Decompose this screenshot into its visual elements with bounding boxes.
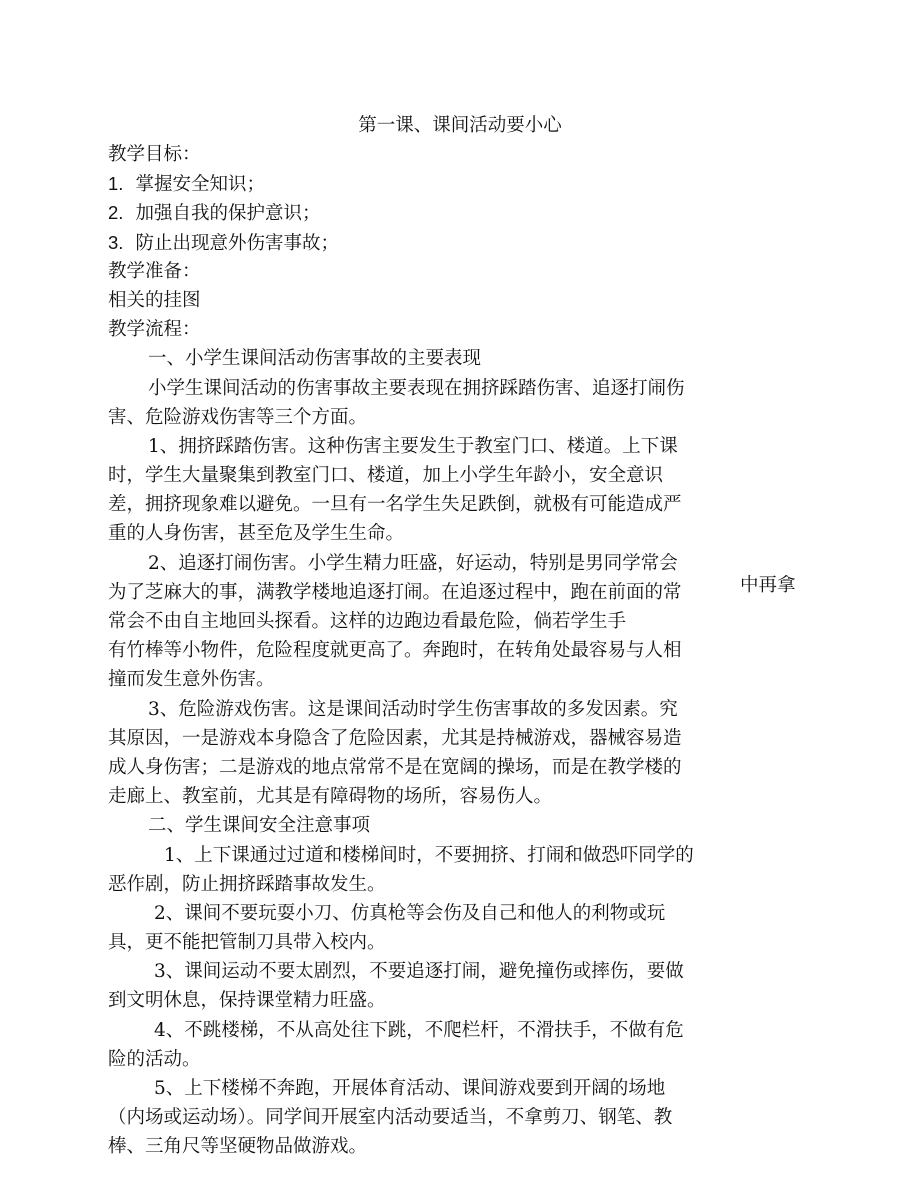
page-title: 第一课、课间活动要小心 [358,115,562,136]
objective-text: 防止出现意外伤害事故； [135,232,339,254]
rule5-line: （内场或运动场）。同学间开展室内活动要适当，不拿剪刀、钢笔、教 [108,1107,673,1129]
flow-heading: 教学流程： [108,319,201,341]
rule4-line: 4、不跳楼梯，不从高处往下跳，不爬栏杆，不滑扶手，不做有危 [154,1019,684,1041]
objective-text: 掌握安全知识； [135,174,265,196]
objective-item [108,169,748,198]
objective-text: 加强自我的保护意识； [135,203,321,225]
rule3-line: 3、课间运动不要太剧烈，不要追逐打闹，避免撞伤或摔伤，要做 [154,961,684,983]
item1-line: 重的人身伤害，甚至危及学生生命。 [108,523,405,545]
section2-heading: 二、学生课间安全注意事项 [148,815,371,837]
item3-line: 其原因，一是游戏本身隐含了危险因素，尤其是持械游戏，器械容易造 [108,727,682,749]
item2-line: 2、追逐打闹伤害。小学生精力旺盛，好运动，特别是男同学常会 [148,552,678,574]
prep-text: 相关的挂图 [108,289,201,311]
document-body [108,140,748,1162]
intro-line: 害、危险游戏伤害等三个方面。 [108,406,368,428]
rule3-line: 到文明休息，保持课堂精力旺盛。 [108,990,386,1012]
item2-line: 为了芝麻大的事，满教学楼地追逐打闹。在追逐过程中，跑在前面的常 [108,581,682,603]
item3-line: 3、危险游戏伤害。这是课间活动时学生伤害事故的多发因素。究 [148,698,678,720]
item2-floating-text: 中再拿 [740,575,796,596]
rule1-line: 恶作剧，防止拥挤踩踏事故发生。 [108,873,386,895]
item1-line: 1、拥挤踩踏伤害。这种伤害主要发生于教室门口、楼道。上下课 [148,435,678,457]
item3-line: 走廊上、教室前，尤其是有障碍物的场所，容易伤人。 [108,786,553,808]
item2-line: 撞而发生意外伤害。 [108,669,275,691]
objective-item [108,198,748,227]
prep-heading: 教学准备： [108,260,201,282]
item3-line: 成人身伤害；二是游戏的地点常常不是在宽阔的操场，而是在教学楼的 [108,756,682,778]
item2-line: 常会不由自主地回头探看。这样的边跑边看最危险，倘若学生手 [108,611,627,632]
objective-item [108,228,748,257]
item2-line: 有竹棒等小物件，危险程度就更高了。奔跑时，在转角处最容易与人相 [108,640,682,662]
rule4-line: 险的活动。 [108,1048,201,1070]
rule1-line: 1、上下课通过过道和楼梯间时，不要拥挤、打闹和做恐吓同学的 [164,844,694,866]
objective-number: 1. [108,173,124,195]
objective-number: 2. [108,202,124,224]
rule2-line: 具，更不能把管制刀具带入校内。 [108,932,386,954]
objective-number: 3. [108,231,124,253]
intro-line: 小学生课间活动的伤害事故主要表现在拥挤踩踏伤害、追逐打闹伤 [148,377,685,399]
section1-heading: 一、小学生课间活动伤害事故的主要表现 [148,348,482,370]
rule2-line: 2、课间不要玩耍小刀、仿真枪等会伤及自己和他人的利物或玩 [154,902,666,924]
rule5-line: 棒、三角尺等坚硬物品做游戏。 [108,1136,368,1158]
rule5-line: 5、上下楼梯不奔跑，开展体育活动、课间游戏要到开阔的场地 [154,1078,666,1099]
item1-line: 时，学生大量聚集到教室门口、楼道，加上小学生年龄小，安全意识 [108,465,664,487]
objectives-heading: 教学目标： [108,144,201,165]
item1-line: 差，拥挤现象难以避免。一旦有一名学生失足跌倒，就极有可能造成严 [108,494,682,516]
